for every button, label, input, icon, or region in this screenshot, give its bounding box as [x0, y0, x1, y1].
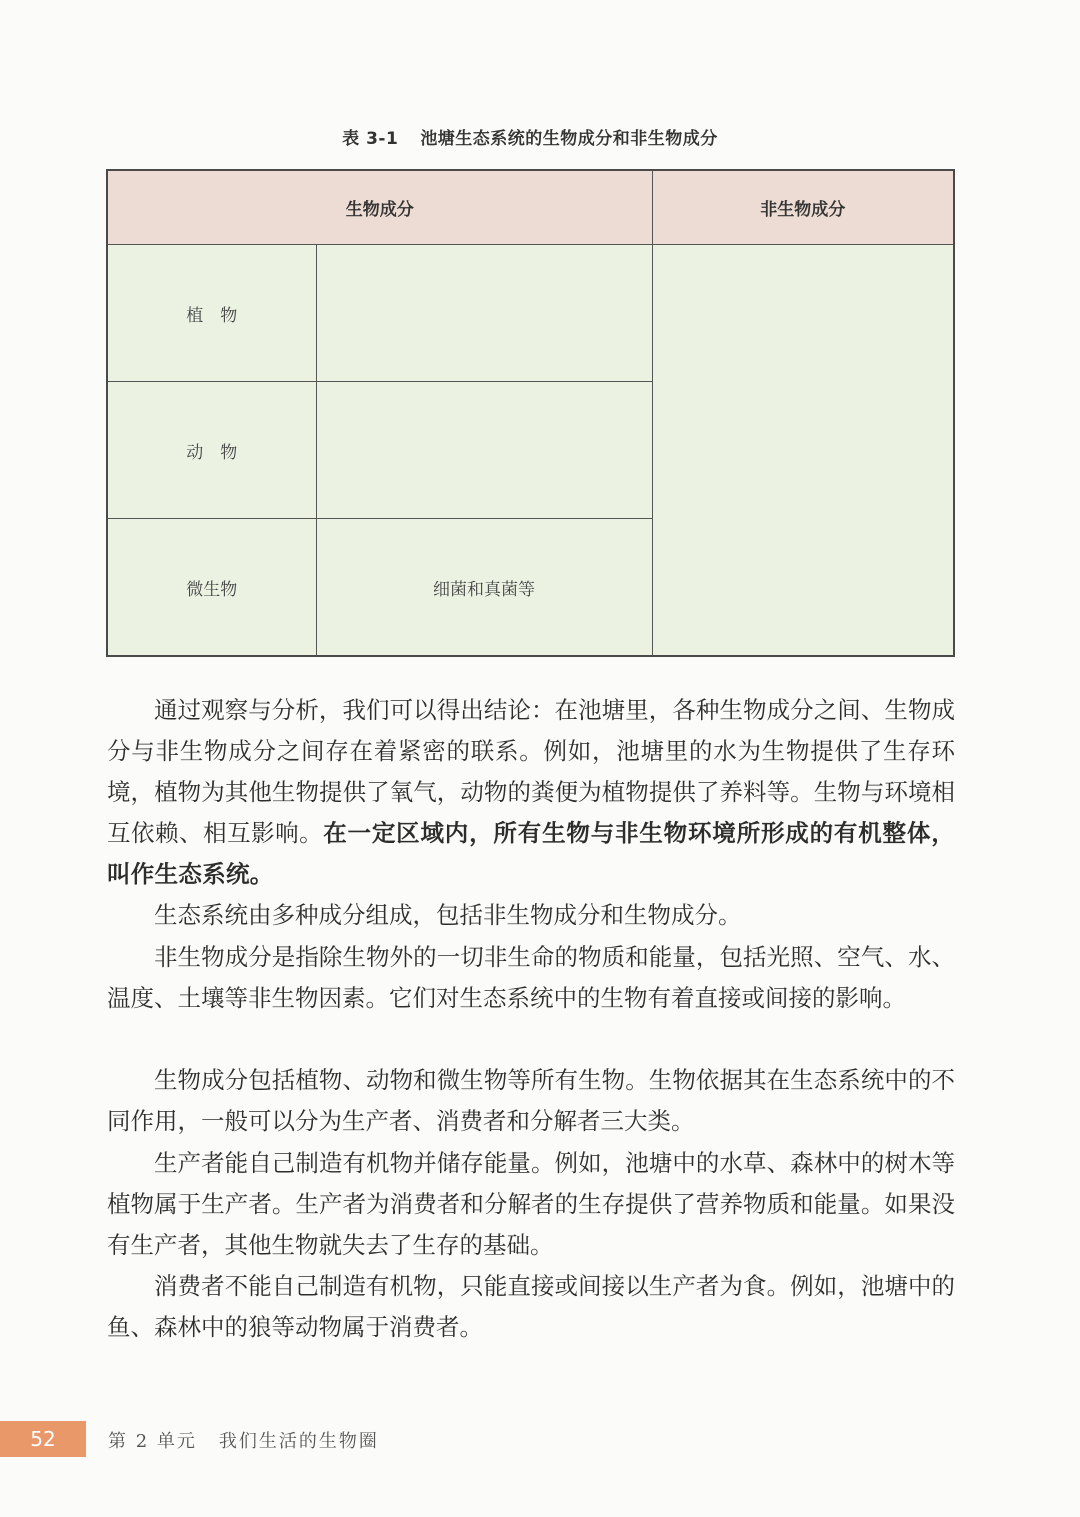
- paragraph-consumers: 消费者不能自己制造有机物，只能直接或间接以生产者为食。例如，池塘中的鱼、森林中的狼等动物属于消费者。: [107, 1272, 955, 1341]
- footer-unit: [108, 1427, 379, 1453]
- unit-number: 第 2 单元: [108, 1431, 197, 1452]
- row-value-plants: [316, 245, 652, 382]
- table-caption: [0, 124, 1060, 149]
- table-row: [107, 245, 954, 382]
- ecosystem-table: [106, 169, 955, 657]
- row-value-microbes: 细菌和真菌等: [316, 519, 652, 657]
- table-number: 表 3-1: [342, 129, 399, 149]
- row-label-plants: 植 物: [107, 245, 316, 382]
- row-value-animals: [316, 382, 652, 519]
- row-label-animals: 动 物: [107, 382, 316, 519]
- ecosystem-definition: 在一定区域内，所有生物与非生物环境所形成的有机整体，叫作生态系统。: [107, 819, 955, 888]
- unit-title: 我们生活的生物圈: [218, 1431, 379, 1452]
- paragraph-conclusion-text: 通过观察与分析，我们可以得出结论：在池塘里，各种生物成分之间、生物成分与非生物成分之间存在着紧密的联系。例如，池塘里的水为生物提供了生存环境，植物为其他生物提供了氧气，动物的粪便为植物提供了养料等。生物与环境相互依赖、相互影响。: [107, 696, 955, 847]
- table-header-row: [107, 170, 954, 245]
- row-label-microbes: 微生物: [107, 519, 316, 657]
- paragraph-conclusion: [107, 690, 955, 895]
- paragraph-components: 生态系统由多种成分组成，包括非生物成分和生物成分。: [154, 901, 742, 929]
- page-number: 52: [0, 1421, 86, 1457]
- paragraph-biotic: 生物成分包括植物、动物和微生物等所有生物。生物依据其在生态系统中的不同作用，一般可以分为生产者、消费者和分解者三大类。: [107, 1066, 955, 1135]
- paragraph-producers: 生产者能自己制造有机物并储存能量。例如，池塘中的水草、森林中的树木等植物属于生产者。生产者为消费者和分解者的生存提供了营养物质和能量。如果没有生产者，其他生物就失去了生存的基础。: [107, 1149, 955, 1259]
- header-abiotic: 非生物成分: [652, 170, 954, 245]
- paragraph-abiotic: 非生物成分是指除生物外的一切非生命的物质和能量，包括光照、空气、水、温度、土壤等非生物因素。它们对生态系统中的生物有着直接或间接的影响。: [107, 943, 955, 1012]
- abiotic-cell: [652, 245, 954, 657]
- header-biotic: 生物成分: [107, 170, 652, 245]
- table-title: 池塘生态系统的生物成分和非生物成分: [420, 129, 718, 149]
